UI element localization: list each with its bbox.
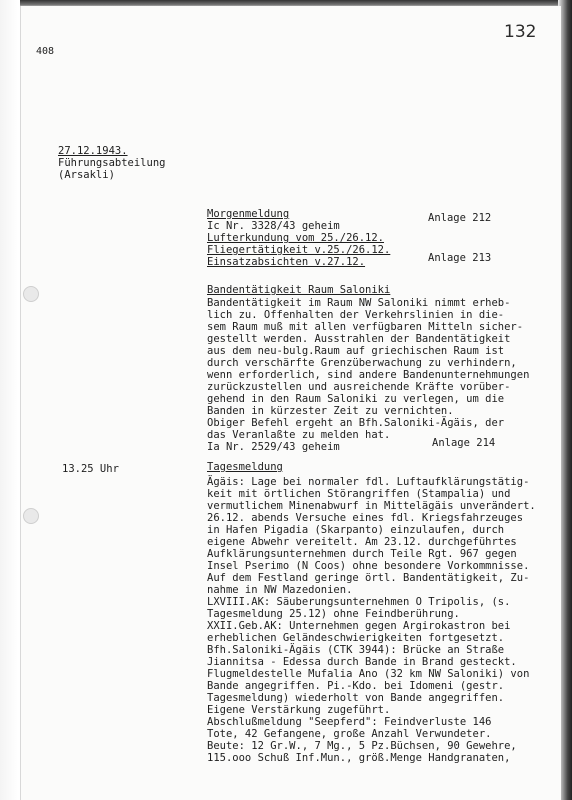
gang-activity-line: wenn erforderlich, sind andere Bandenunternehmungen — [207, 369, 530, 381]
gang-activity-line: das Veranlaßte zu melden hat. — [207, 429, 391, 441]
operation-intent-line: Einsatzabsichten v.27.12. — [207, 256, 366, 268]
daily-report-line: in Hafen Pigadia (Skarpanto) einzulaufen, durch — [207, 524, 505, 536]
scan-left-margin — [0, 0, 18, 800]
daily-report-line: Abschlußmeldung "Seepferd": Feindverluste 146 — [207, 716, 492, 728]
daily-report-line: LXVIII.AK: Säuberungsunternehmen O Tripolis, (s. — [207, 596, 511, 608]
punch-hole-bottom — [23, 508, 39, 524]
daily-report-line: Jiannitsa - Edessa durch Bande in Brand gesteckt. — [207, 656, 517, 668]
annex-212: Anlage 212 — [428, 212, 492, 224]
daily-report-line: vermutlichem Minenabwurf in Mittelägäis unverändert. — [207, 500, 536, 512]
gang-activity-line: Banden in kürzester Zeit zu vernichten. — [207, 405, 454, 417]
daily-report-line: Bande angegriffen. Pi.-Kdo. bei Idomeni (gestr. — [207, 680, 505, 692]
daily-report-line: erheblichen Geländeschwierigkeiten fortgesetzt. — [207, 632, 505, 644]
daily-report-line: nahme in NW Mazedonien. — [207, 584, 353, 596]
page-number: 132 — [504, 22, 537, 42]
gang-activity-ref: Ia Nr. 2529/43 geheim — [207, 441, 340, 453]
gang-activity-line: aus dem neu-bulg.Raum auf griechischen Raum ist — [207, 345, 505, 357]
air-recon-line: Lufterkundung vom 25./26.12. — [207, 232, 385, 244]
daily-report-line: Tagesmeldung 25.12) ohne Feindberührung. — [207, 608, 460, 620]
daily-report-line: Auf dem Festland geringe örtl. Bandentätigkeit, Zu- — [207, 572, 530, 584]
daily-report-line: eigene Abwehr vereitelt. Am 23.12. durchgeführtes — [207, 536, 517, 548]
gang-activity-line: gehend in den Raum Saloniki zu verlegen, um die — [207, 393, 505, 405]
daily-report-line: Beute: 12 Gr.W., 7 Mg., 5 Pz.Büchsen, 90 Gewehre, — [207, 740, 517, 752]
gang-activity-line: Bandentätigkeit im Raum NW Saloniki nimmt erheb- — [207, 297, 511, 309]
gang-activity-line: lich zu. Offenhalten der Verkehrslinien in die- — [207, 309, 505, 321]
daily-report-line: Tote, 42 Gefangene, große Anzahl Verwundeter. — [207, 728, 492, 740]
daily-report-line: 26.12. abends Versuche eines fdl. Kriegsfahrzeuges — [207, 512, 524, 524]
morning-report-title: Morgenmeldung — [207, 208, 290, 220]
daily-report-line: Bfh.Saloniki-Ägäis (CTK 3944): Brücke an Straße — [207, 644, 505, 656]
daily-report-time: 13.25 Uhr — [62, 463, 119, 475]
daily-report-line: keit mit örtlichen Störangriffen (Stampalia) und — [207, 488, 511, 500]
gang-activity-line: sem Raum muß mit allen verfügbaren Mitteln sicher- — [207, 321, 524, 333]
gang-activity-line: Obiger Befehl ergeht an Bfh.Saloniki-Ägäis, der — [207, 417, 505, 429]
daily-report-line: Ägäis: Lage bei normaler fdl. Luftaufklärungstätig- — [207, 476, 530, 488]
file-number: 408 — [36, 46, 55, 57]
daily-report-line: Insel Pserimo (N Coos) ohne besondere Vorkommnisse. — [207, 560, 530, 572]
punch-hole-top — [23, 286, 39, 302]
gang-activity-title: Bandentätigkeit Raum Saloniki — [207, 284, 391, 296]
gang-activity-line: durch verschärfte Grenzüberwachung zu verhindern, — [207, 357, 517, 369]
annex-214: Anlage 214 — [432, 437, 496, 449]
daily-report-title: Tagesmeldung — [207, 461, 283, 473]
flight-activity-line: Fliegertätigkeit v.25./26.12. — [207, 244, 391, 256]
gang-activity-line: gestellt werden. Ausstrahlen der Bandentätigkeit — [207, 333, 511, 345]
daily-report-line: Tagesmeldung) wiederholt von Bande angegriffen. — [207, 692, 505, 704]
document-date: 27.12.1943. — [58, 145, 128, 157]
daily-report-line: 115.ooo Schuß Inf.Mun., größ.Menge Handgranaten, — [207, 752, 511, 764]
annex-213: Anlage 213 — [428, 252, 492, 264]
daily-report-line: Flugmeldestelle Mufalia Ano (32 km NW Saloniki) von — [207, 668, 530, 680]
daily-report-line: Eigene Verstärkung zugeführt. — [207, 704, 391, 716]
daily-report-line: XXII.Geb.AK: Unternehmen gegen Argirokastron bei — [207, 620, 511, 632]
daily-report-line: Aufklärungsunternehmen durch Teile Rgt. 967 gegen — [207, 548, 517, 560]
location: (Arsakli) — [58, 169, 115, 181]
department: Führungsabteilung — [58, 157, 166, 169]
gang-activity-line: zurückzustellen und ausreichende Kräfte vorüber- — [207, 381, 511, 393]
morning-report-ref: Ic Nr. 3328/43 geheim — [207, 220, 340, 232]
